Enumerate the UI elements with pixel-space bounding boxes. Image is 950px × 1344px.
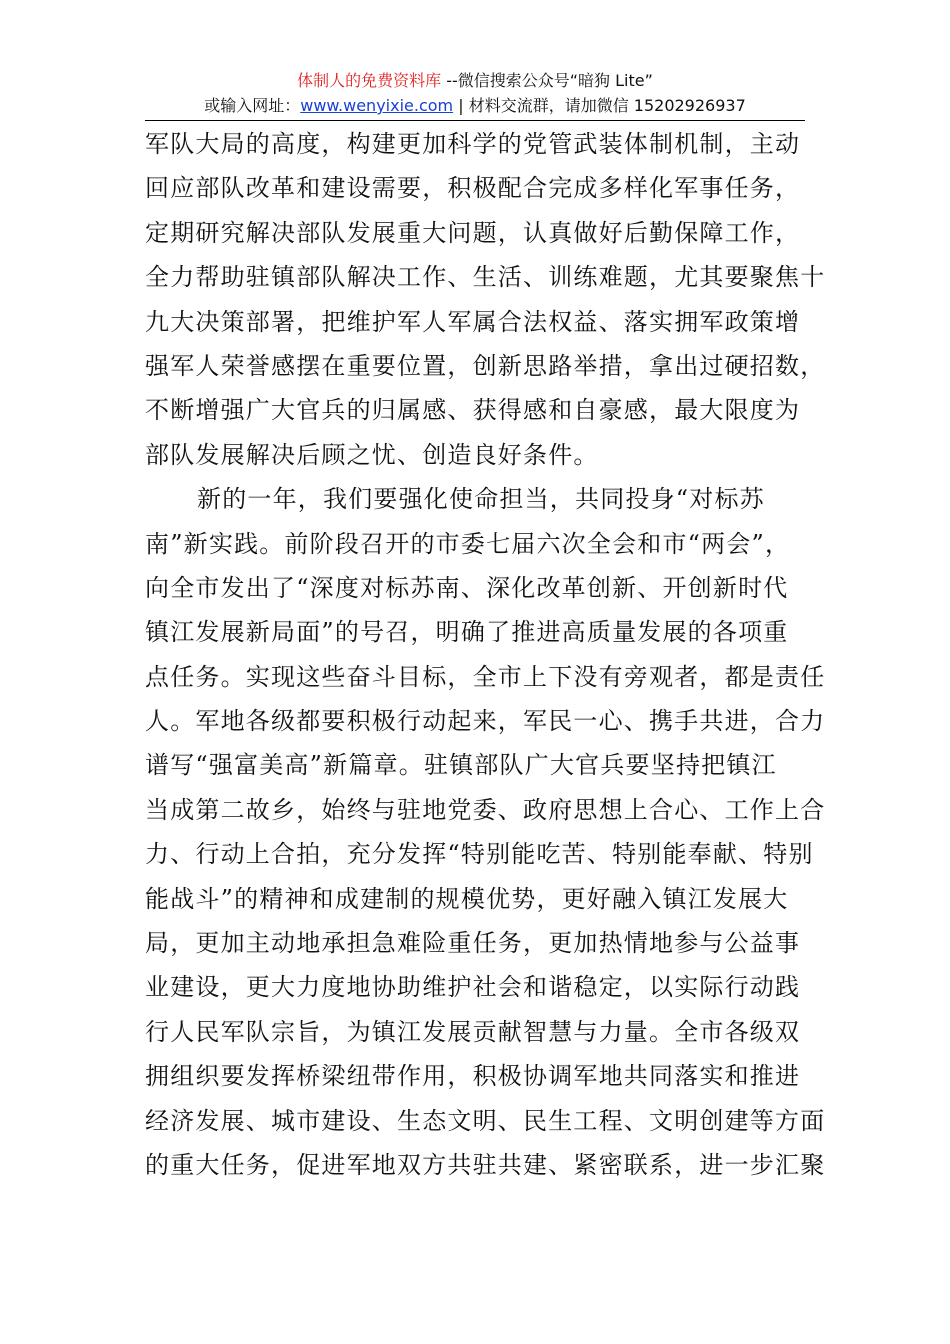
- header-contact-line: [145, 95, 805, 117]
- text-line: 军队大局的高度，构建更加科学的党管武装体制机制，主动: [145, 130, 801, 158]
- header-wechat-hint: --微信搜索公众号“暗狗 Lite”: [441, 71, 653, 90]
- text-line: 不断增强广大官兵的归属感、获得感和自豪感，最大限度为: [145, 396, 801, 425]
- text-line: 部队发展解决后顾之忧、创造良好条件。: [145, 440, 599, 469]
- text-line: 的重大任务，促进军地双方共驻共建、紧密联系，进一步汇聚: [145, 1150, 826, 1179]
- text-line: 回应部队改革和建设需要，积极配合完成多样化军事任务，: [145, 174, 801, 203]
- text-line: 南”新实践。前阶段召开的市委七届六次全会和市“两会”，: [145, 529, 791, 558]
- text-line: 九大决策部署，把维护军人军属合法权益、落实拥军政策增: [145, 307, 801, 336]
- header-url-prefix: 或输入网址：: [204, 96, 301, 115]
- text-line: 强军人荣誉感摆在重要位置，创新思路举措，拿出过硬招数，: [145, 351, 826, 380]
- text-line: 经济发展、城市建设、生态文明、民生工程、文明创建等方面: [145, 1106, 826, 1135]
- text-line: 人。军地各级都要积极行动起来，军民一心、携手共进，合力: [145, 707, 826, 736]
- text-line: 力、行动上合拍，充分发挥“特别能吃苦、特别能奉献、特别: [145, 840, 814, 869]
- text-line: 能战斗”的精神和成建制的规模优势，更好融入镇江发展大: [145, 884, 789, 913]
- text-line: 点任务。实现这些奋斗目标，全市上下没有旁观者，都是责任: [145, 662, 826, 691]
- text-line: 镇江发展新局面”的号召，明确了推进高质量发展的各项重: [145, 618, 789, 647]
- text-line: 当成第二故乡，始终与驻地党委、政府思想上合心、工作上合: [145, 795, 826, 824]
- text-line: 定期研究解决部队发展重大问题，认真做好后勤保障工作，: [145, 218, 801, 247]
- page-header: [145, 70, 805, 117]
- body-text: [145, 122, 826, 1187]
- text-line: 全力帮助驻镇部队解决工作、生活、训练难题，尤其要聚焦十: [145, 263, 826, 292]
- text-line: 向全市发出了“深度对标苏南、深化改革创新、开创新时代: [145, 573, 789, 602]
- paragraph-start-line: 新的一年，我们要强化使命担当，共同投身“对标苏: [197, 485, 765, 514]
- text-line: 拥组织要发挥桥梁纽带作用，积极协调军地共同落实和推进: [145, 1062, 801, 1091]
- header-contact: 材料交流群，请加微信 15202926937: [468, 96, 746, 115]
- header-separator: |: [453, 96, 469, 115]
- header-url-link[interactable]: www.wenyixie.com: [300, 96, 454, 115]
- header-brand: 体制人的免费资料库: [297, 71, 442, 90]
- text-line: 行人民军队宗旨，为镇江发展贡献智慧与力量。全市各级双: [145, 1017, 801, 1046]
- header-title-line: [145, 70, 805, 92]
- text-line: 局，更加主动地承担急难险重任务，更加热情地参与公益事: [145, 929, 801, 958]
- text-line: 业建设，更大力度地协助维护社会和谐稳定，以实际行动践: [145, 973, 801, 1002]
- text-line: 谱写“强富美高”新篇章。驻镇部队广大官兵要坚持把镇江: [145, 751, 777, 780]
- header-divider: [145, 120, 805, 121]
